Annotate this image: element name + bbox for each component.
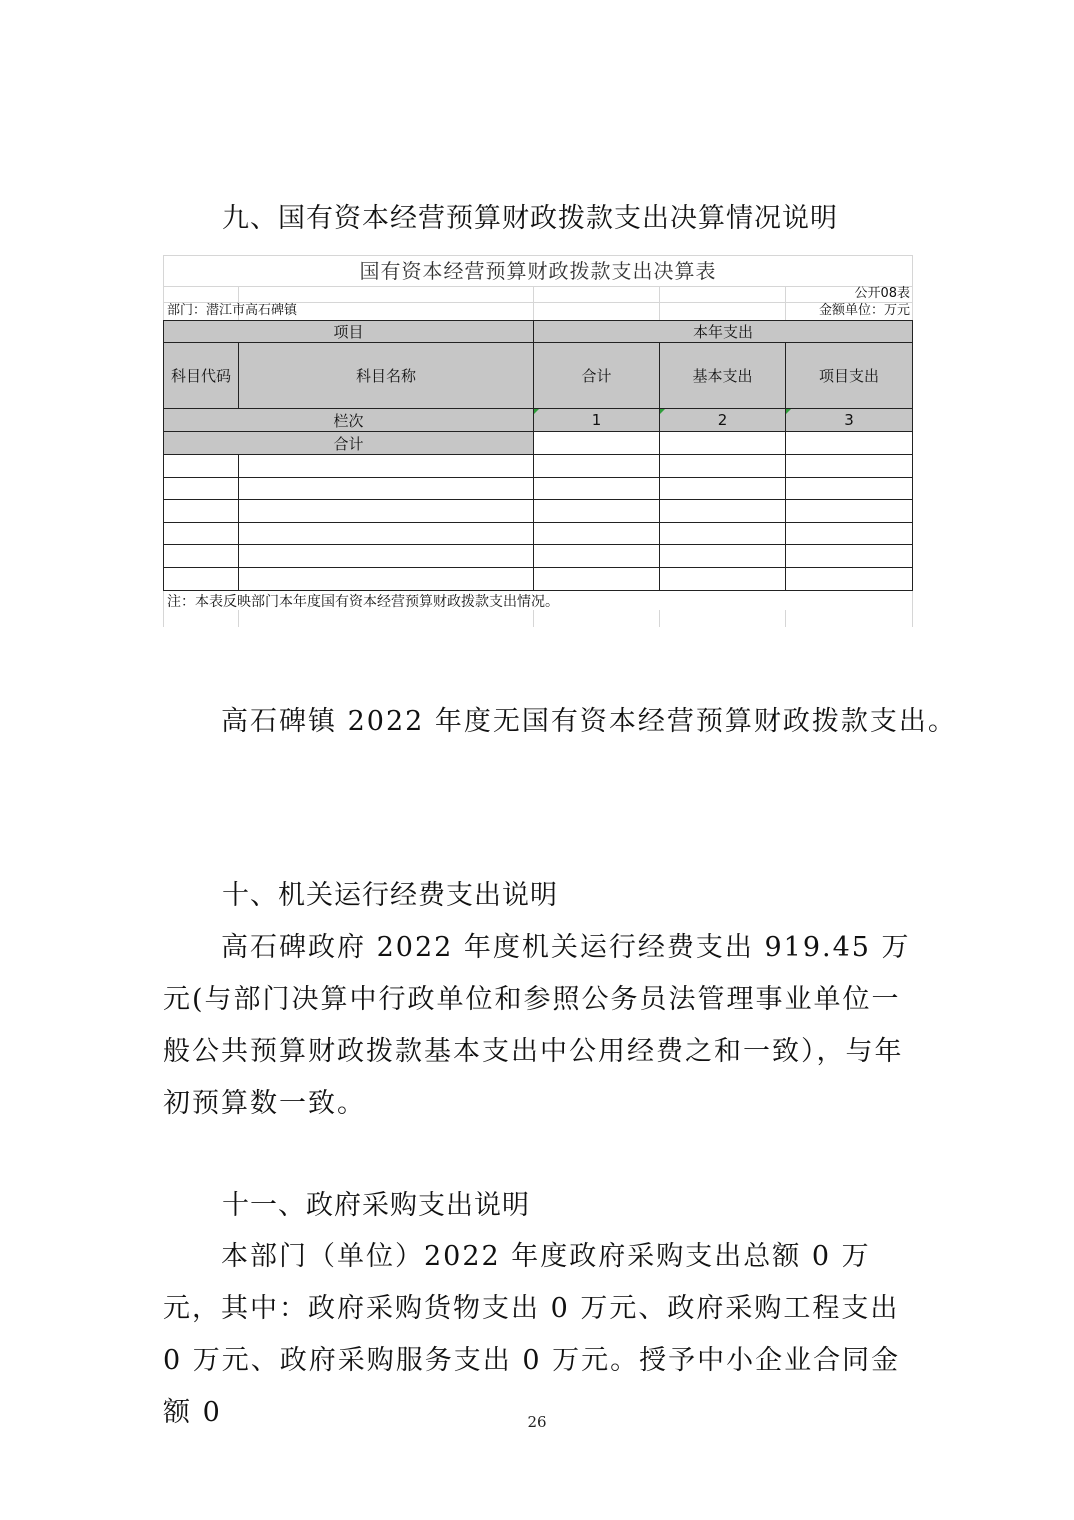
header-basic-expenditure: 基本支出 xyxy=(659,342,786,409)
cell-marker-icon xyxy=(534,409,539,414)
empty-cell xyxy=(533,544,660,568)
amount-unit: 金额单位：万元 xyxy=(818,303,910,318)
sheet-gridline xyxy=(785,286,786,320)
header-current-year: 本年支出 xyxy=(533,320,913,343)
empty-cell xyxy=(533,522,660,545)
section-10-heading: 十、机关运行经费支出说明 xyxy=(222,880,558,911)
header-project: 项目 xyxy=(163,320,534,343)
form-number: 公开08表 xyxy=(854,286,910,301)
total-row-cell xyxy=(785,431,913,455)
header-subject-name: 科目名称 xyxy=(238,342,534,409)
empty-cell xyxy=(238,544,534,568)
section-11-heading: 十一、政府采购支出说明 xyxy=(222,1190,530,1221)
sheet-gridline xyxy=(659,286,660,320)
empty-cell xyxy=(163,454,239,478)
empty-cell xyxy=(238,567,534,591)
sheet-gridline xyxy=(238,610,239,627)
header-project-expenditure: 项目支出 xyxy=(785,342,913,409)
empty-cell xyxy=(659,522,786,545)
total-row-cell xyxy=(659,431,786,455)
empty-cell xyxy=(163,567,239,591)
cell-marker-icon xyxy=(660,409,665,414)
empty-cell xyxy=(785,544,913,568)
total-row-cell xyxy=(533,431,660,455)
header-subject-code: 科目代码 xyxy=(163,342,239,409)
sheet-gridline xyxy=(659,610,660,627)
section-11-body: 本部门（单位）2022 年度政府采购支出总额 0 万元，其中：政府采购货物支出 0 万元、政府采购工程支出 0 万元、政府采购服务支出 0 万元。授予中小企业合同金额 0 xyxy=(163,1241,901,1428)
table-note: 注：本表反映部门本年度国有资本经营预算财政拨款支出情况。 xyxy=(167,594,559,610)
section-10-body: 高石碑政府 2022 年度机关运行经费支出 919.45 万元(与部门决算中行政单位和参照公务员法管理事业单位一般公共预算财政拨款基本支出中公用经费之和一致），与年初预算数一致。 xyxy=(163,932,911,1119)
sheet-gridline xyxy=(163,286,913,287)
empty-cell xyxy=(533,477,660,500)
empty-cell xyxy=(785,522,913,545)
empty-cell xyxy=(785,567,913,591)
section-9-statement: 高石碑镇 2022 年度无国有资本经营预算财政拨款支出。 xyxy=(221,706,957,737)
empty-cell xyxy=(659,544,786,568)
empty-cell xyxy=(163,499,239,523)
empty-cell xyxy=(163,477,239,500)
total-row-label: 合计 xyxy=(163,431,534,455)
section-9-heading: 九、国有资本经营预算财政拨款支出决算情况说明 xyxy=(222,203,838,234)
empty-cell xyxy=(659,567,786,591)
empty-cell xyxy=(659,454,786,478)
empty-cell xyxy=(659,477,786,500)
sheet-gridline xyxy=(533,610,534,627)
sheet-gridline xyxy=(533,286,534,320)
row-index-2: 2 xyxy=(659,408,786,432)
empty-cell xyxy=(238,454,534,478)
header-total: 合计 xyxy=(533,342,660,409)
table-title: 国有资本经营预算财政拨款支出决算表 xyxy=(359,259,717,283)
row-index-3: 3 xyxy=(785,408,913,432)
sheet-gridline xyxy=(785,610,786,627)
row-index-1: 1 xyxy=(533,408,660,432)
empty-cell xyxy=(659,499,786,523)
state-capital-budget-table xyxy=(163,255,913,627)
department-label: 部门：潜江市高石碑镇 xyxy=(167,303,298,318)
row-index-label: 栏次 xyxy=(163,408,534,432)
empty-cell xyxy=(533,567,660,591)
empty-cell xyxy=(238,522,534,545)
cell-marker-icon xyxy=(786,409,791,414)
empty-cell xyxy=(163,522,239,545)
empty-cell xyxy=(533,454,660,478)
empty-cell xyxy=(785,477,913,500)
page-number: 26 xyxy=(527,1413,547,1431)
empty-cell xyxy=(785,454,913,478)
empty-cell xyxy=(785,499,913,523)
empty-cell xyxy=(238,499,534,523)
empty-cell xyxy=(238,477,534,500)
empty-cell xyxy=(163,544,239,568)
empty-cell xyxy=(533,499,660,523)
